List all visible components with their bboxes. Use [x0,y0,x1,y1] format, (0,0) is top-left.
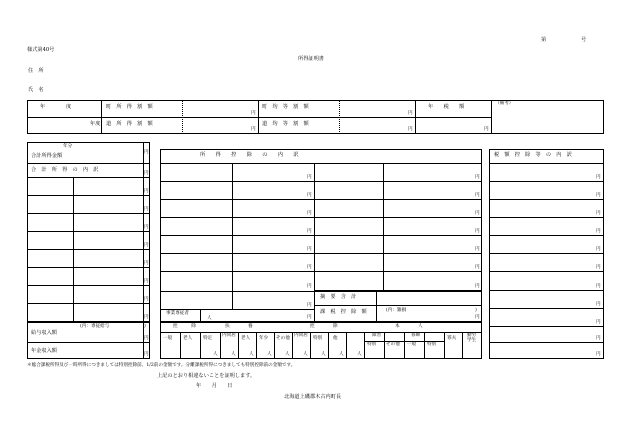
dependents-header: 事業専従者 [166,311,189,316]
col-minor: 年少 [259,336,269,341]
yen: 円 [307,247,312,252]
yen: 円 [596,336,601,341]
col-cohabit2: 内同居 [294,333,308,338]
yen: 円 [144,171,149,176]
yen: 円 [144,243,149,248]
col-student: 勤労学生 [467,333,477,343]
yen: 円 [144,150,149,155]
pref-equal-tax-label: 道 均 等 割 額 [262,121,309,127]
persons-unit: 人 [249,352,254,357]
persons-unit: 人 [231,352,236,357]
yen: 円 [144,297,149,302]
yen: 円 [596,247,601,252]
yen: 円 [251,111,256,116]
col-general2: 一般 [407,342,417,347]
col-other3: その他 [386,342,400,347]
yen: 円 [144,225,149,230]
yen: 円 [596,211,601,216]
persons-unit: 人 [267,352,272,357]
persons-unit: 人 [357,352,362,357]
yen: 円 [475,211,480,216]
taxable-deduction-label: 課 税 控 除 額 [320,309,367,315]
yen: 円 [144,261,149,266]
yen: 円 [251,127,256,132]
col-elderly2: 老人 [241,336,251,341]
col-disabled: 障害 [372,333,382,338]
footer-note: ＊総合課税所得及び一時所得につきましては特別控除前、1/2前の金額です。分離課税所得につきましても特別控除前の金額です。 [27,363,296,368]
persons-unit: 人 [321,352,326,357]
persons-unit: 人 [213,352,218,357]
col-special2: 特別 [367,342,377,347]
issue-date: 年 月 日 [196,383,233,389]
year-suffix: 年度 [90,121,101,127]
yen: 円 [484,127,489,132]
col-other: その他 [276,336,290,341]
yen: 円 [596,302,601,307]
yen: 円 [307,303,312,308]
yen: 円 [596,229,601,234]
yen: 円 [475,284,480,289]
total-income-label: 合計所得金額 [31,153,63,159]
yen: 円 [475,265,480,270]
yen: 円 [307,284,312,289]
yen: 円 [144,279,149,284]
col-general: 一般 [163,336,173,341]
col-widower: 寡夫 [447,336,457,341]
persons-unit: 人 [285,352,290,357]
town-equal-tax-label: 町 均 等 割 額 [262,104,309,110]
taxable-deduction-note: (内：雑損 [386,308,407,313]
certification-statement: 上記のとおり相違ないことを証明します。 [157,373,256,379]
yen: 円 [475,229,480,234]
yen: 円 [475,315,480,320]
deduction-header: 所 得 控 除 の 内 訳 [200,152,299,158]
tax-credit-header: 税 額 控 除 等 の 内 訳 [494,152,572,158]
town-income-tax-label: 町 所 得 割 額 [106,104,153,110]
yen: 円 [408,111,413,116]
yen: 円 [307,315,312,320]
group-spouse: 控 除 [173,324,196,329]
yen: 円 [307,211,312,216]
yen: 円 [144,352,149,357]
address-label: 住 所 [28,68,44,74]
salary-note: (内：専従給与 [80,324,110,329]
col-specific: 特定 [203,336,213,341]
persons-unit: 人 [207,316,212,321]
yen: 円 [307,265,312,270]
year-portion-label: 年分 [63,144,73,149]
col-special3: 特別 [427,342,437,347]
yen: 円 [596,193,601,198]
yen: 円 [596,265,601,270]
col-special: 特別 [313,336,323,341]
annual-tax-label: 年 税 額 [428,104,465,110]
form-number: 様式第40号 [27,47,55,53]
year-label: 年 度 [40,104,72,110]
yen: 円 [475,247,480,252]
yen: 円 [307,193,312,198]
yen: 円 [596,352,601,357]
name-label: 氏 名 [28,87,44,93]
issuer-name: 北海道上磯郡木古内町長 [284,394,342,400]
yen: 円 [475,193,480,198]
group-control: 控 除 [310,324,338,329]
col-elderly: 老人 [183,336,193,341]
close-paren: ) [144,324,146,329]
group-honnin: 本 人 [395,324,423,329]
yen: 円 [144,315,149,320]
close-paren: ) [475,308,477,313]
yen: 円 [596,284,601,289]
yen: 円 [144,207,149,212]
col-widow: 寡婦 [411,333,421,338]
pref-income-tax-label: 道 所 得 割 額 [106,121,153,127]
col-other2: 他 [333,336,338,341]
income-breakdown-header: 合 計 所 得 の 内 訳 [31,167,99,173]
document-title: 所得証明書 [298,56,324,62]
yen: 円 [307,229,312,234]
yen: 円 [307,175,312,180]
number-suffix: 号 [581,37,587,43]
yen: 円 [596,175,601,180]
pension-income-label: 年金収入額 [31,348,57,354]
number-prefix: 第 [541,37,547,43]
persons-unit: 人 [303,352,308,357]
persons-unit: 人 [339,352,344,357]
misc-total-label: 摘 要 含 計 [320,294,357,300]
salary-income-label: 給与収入額 [31,330,57,336]
col-cohabit: 内同居 [222,333,236,338]
group-dependents: 扶 養 [225,324,253,329]
yen: 円 [596,320,601,325]
remarks-label: （備考） [495,101,514,106]
yen: 円 [144,336,149,341]
yen: 円 [408,127,413,132]
yen: 円 [475,175,480,180]
yen: 円 [144,189,149,194]
